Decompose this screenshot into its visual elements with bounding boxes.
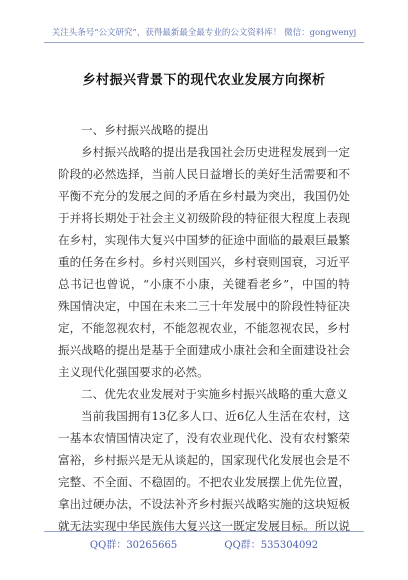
body-line: 二、优先农业发展对于实施乡村振兴战略的重大意义 [81, 387, 348, 401]
body-line: 当前我国拥有13亿多人口、近6亿人生活在农村，这 [81, 409, 350, 423]
document-body [58, 119, 350, 537]
body-line: 于并将长期处于社会主义初级阶段的特征很大程度上表现 [58, 211, 350, 225]
footer-qq-group-1: QQ群：30265665 [89, 540, 178, 551]
footer-divider [44, 531, 364, 532]
header-divider [44, 42, 364, 43]
header-notice: 关注头条号“公文研究”，获得最新最全最专业的公文资料库！ 微信：gongwenyj [51, 28, 357, 38]
body-line: 乡村振兴战略的提出是我国社会历史进程发展到一定 [81, 145, 350, 159]
body-line: 阶段的必然选择，当前人民日益增长的美好生活需要和不 [58, 167, 350, 181]
footer [44, 536, 364, 551]
body-line: 在乡村，实现伟大复兴中国梦的征途中面临的最艰巨最繁 [58, 233, 350, 247]
body-line: 拿出过硬办法，不设法补齐乡村振兴战略实施的这块短板 [58, 497, 350, 511]
body-line: 主义现代化强国要求的必然。 [58, 365, 209, 379]
body-line: 殊国情决定，中国在未来二三十年发展中的阶段性特征决 [58, 299, 350, 313]
body-line: 重的任务在乡村。乡村兴则国兴，乡村衰则国衰，习近平 [58, 255, 350, 269]
body-line: 完整、不全面、不稳固的。不把农业发展摆上优先位置， [58, 475, 350, 489]
body-line: 总书记也曾说，“小康不小康，关键看老乡”，中国的特 [58, 277, 350, 291]
body-line: 定，不能忽视农村，不能忽视农业，不能忽视农民，乡村 [58, 321, 350, 335]
footer-qq-group-2: QQ群：535304092 [224, 540, 319, 551]
document-title: 乡村振兴背景下的现代农业发展方向探析 [82, 73, 326, 88]
body-line: 一基本农情国情决定了，没有农业现代化、没有农村繁荣 [58, 431, 350, 445]
body-line: 振兴战略的提出是基于全面建成小康社会和全面建设社会 [58, 343, 350, 357]
body-line: 富裕，乡村振兴是无从谈起的，国家现代化发展也会是不 [58, 453, 350, 467]
body-line: 平衡不充分的发展之间的矛盾在乡村最为突出，我国仍处 [58, 189, 350, 203]
body-line: 一、乡村振兴战略的提出 [81, 123, 209, 137]
body-line: 就无法实现中华民族伟大复兴这一既定发展目标。所以说 [58, 519, 350, 533]
